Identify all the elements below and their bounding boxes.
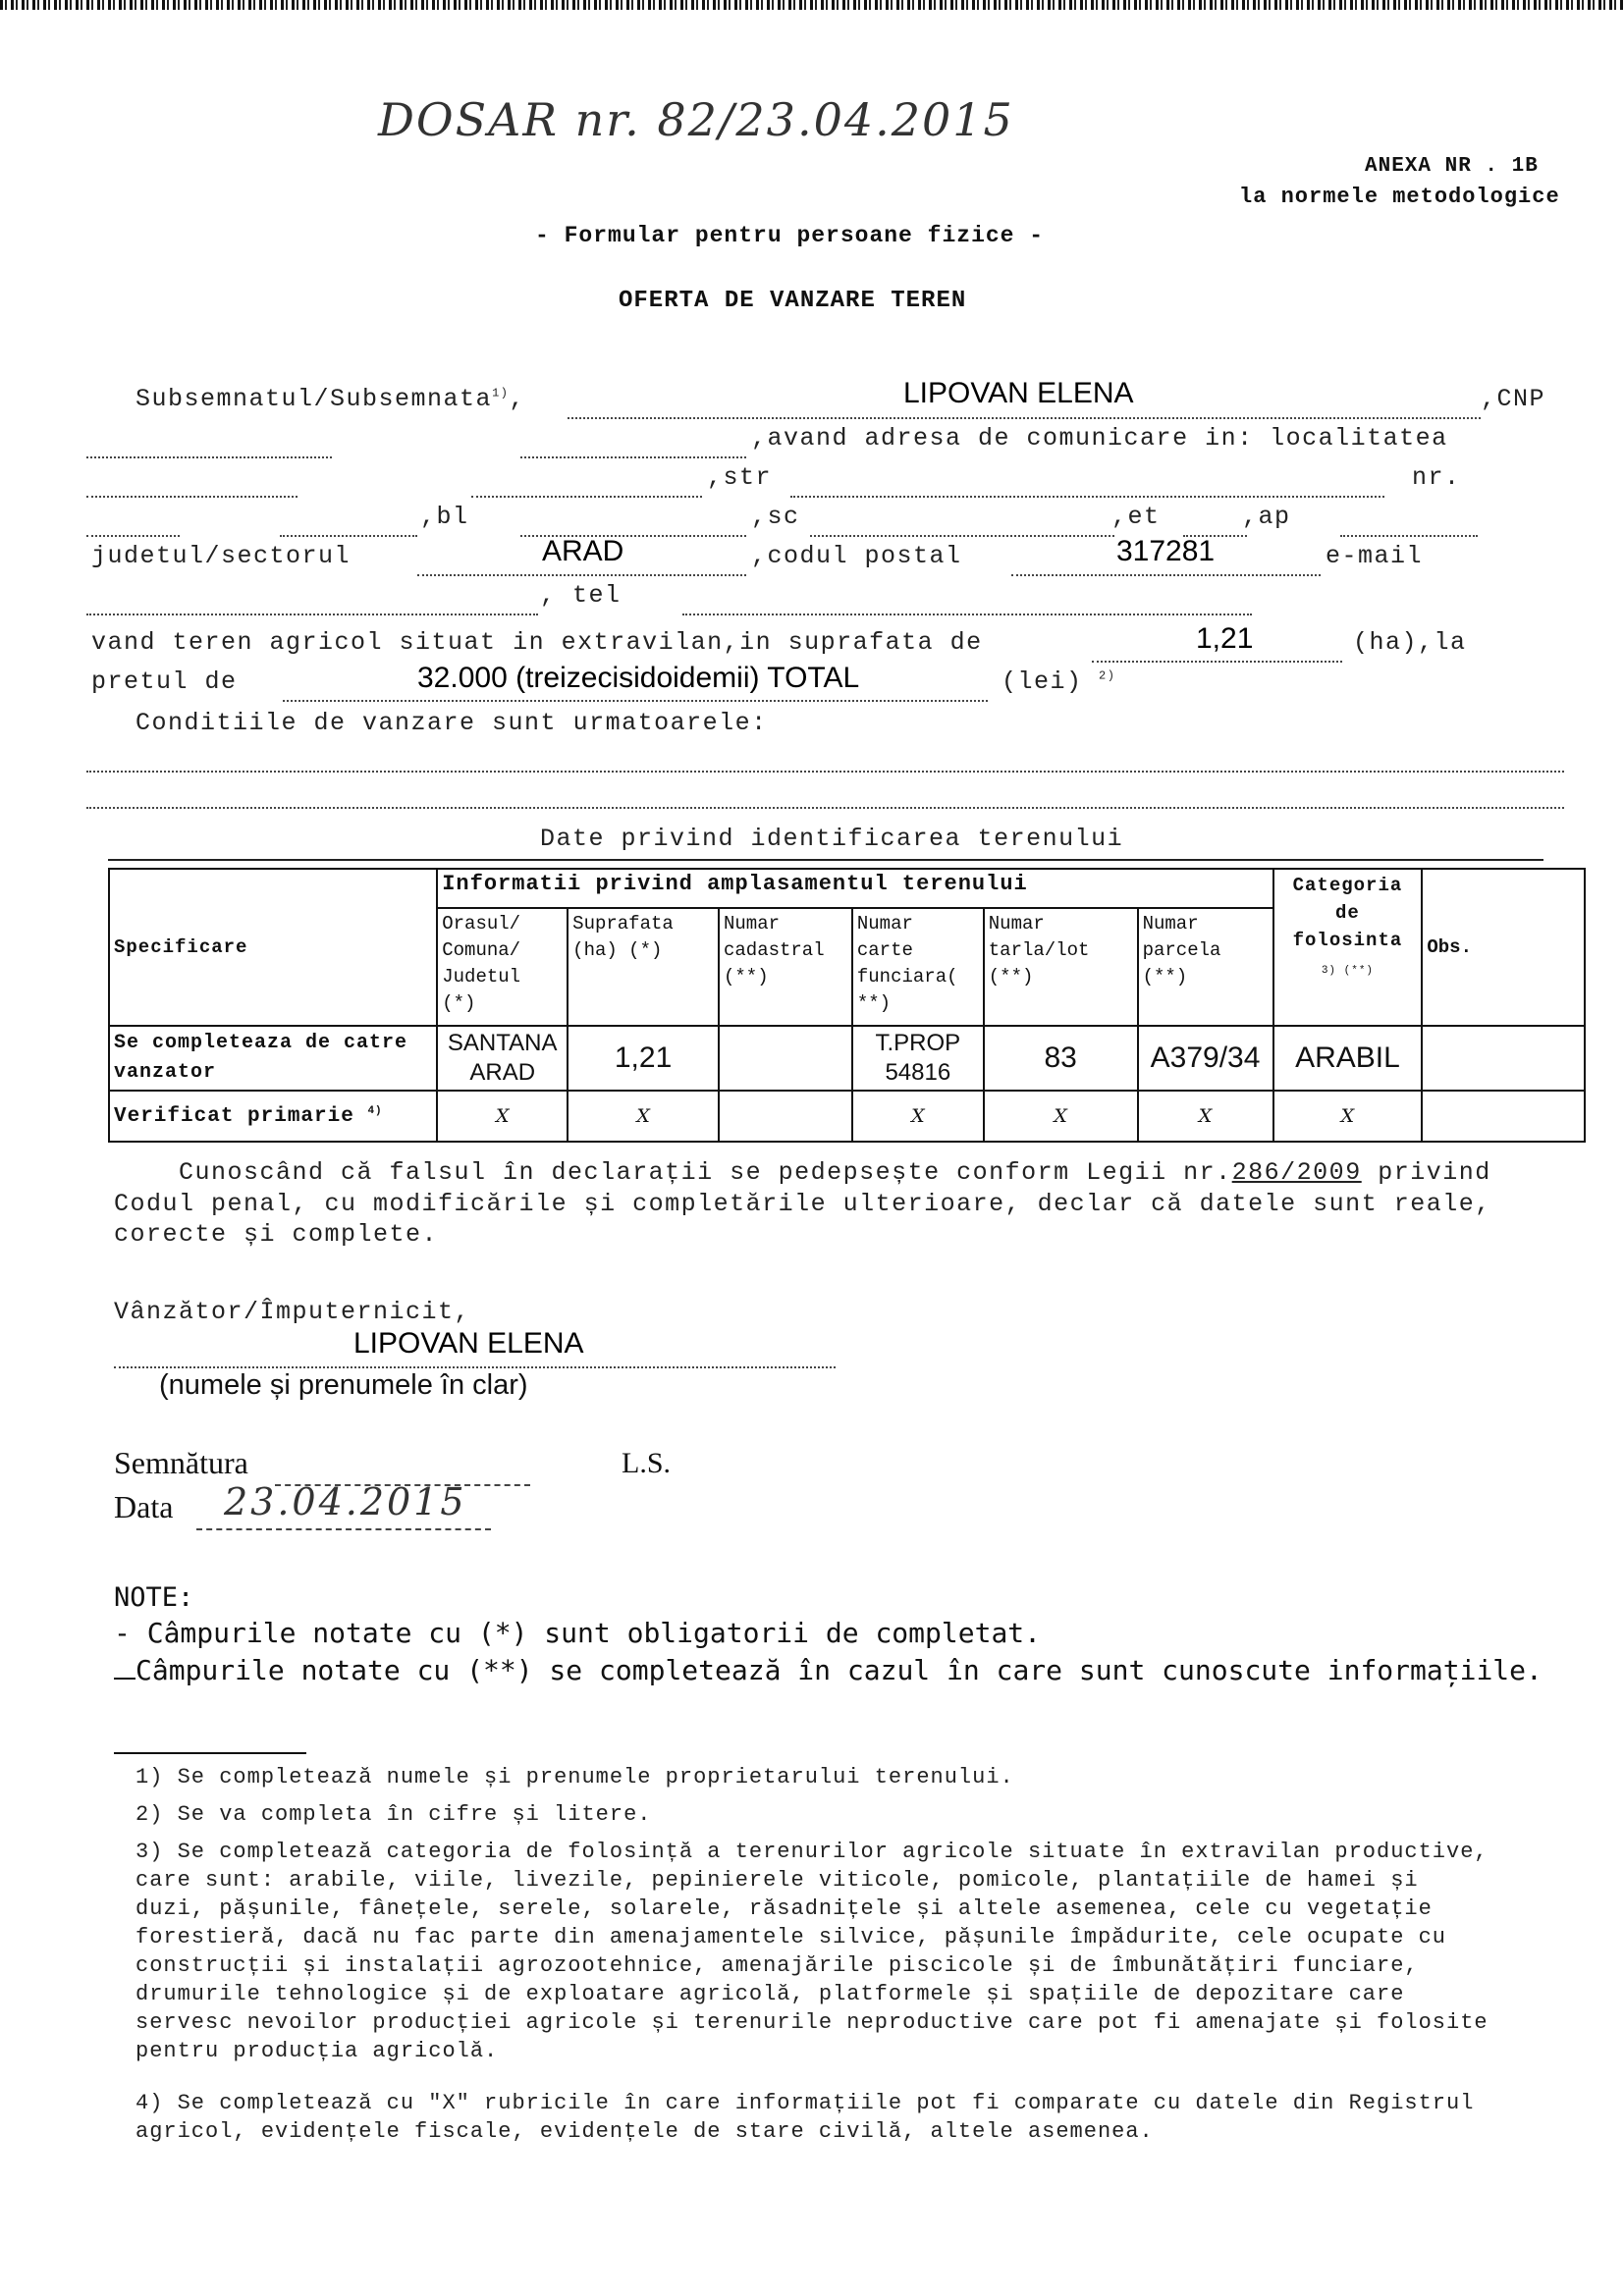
- declaration-line-3: corecte și complete.: [114, 1220, 439, 1249]
- label-adresa: ,avand adresa de comunicare in: localitatea: [751, 424, 1448, 453]
- suprafata-field-line: [1092, 661, 1342, 663]
- page-title: OFERTA DE VANZARE TEREN: [619, 288, 967, 314]
- label-vanzator: Vânzător/Împuternicit,: [114, 1298, 471, 1326]
- label-email: e-mail: [1326, 542, 1424, 570]
- cod-postal-field-line: [1011, 574, 1321, 576]
- cnp-field-line: [86, 456, 332, 458]
- conditii-line-1: [86, 771, 1564, 773]
- label-ha-la: (ha),la: [1353, 628, 1467, 657]
- cell-primarie-obs: [1422, 1091, 1585, 1142]
- tel-field-line: [682, 614, 1252, 615]
- check-mark-orasul: X: [437, 1091, 568, 1142]
- locality-field-line: [520, 456, 746, 458]
- label-sc: ,sc: [751, 503, 800, 531]
- label-ap: ,ap: [1242, 503, 1291, 531]
- judet-value: ARAD: [542, 535, 624, 567]
- check-mark-carte: X: [852, 1091, 984, 1142]
- header-obs: Obs.: [1422, 869, 1585, 1026]
- row-label-primarie: Verificat primarie $^{4)}$: [109, 1091, 437, 1142]
- name-field-line: [568, 417, 1481, 419]
- cod-postal-value: 317281: [1116, 535, 1216, 567]
- header-informatii: Informatii privind amplasamentul terenului: [437, 869, 1272, 908]
- label-judetul: judetul/sectorul: [91, 542, 352, 570]
- cell-primarie-cadastral: [719, 1091, 852, 1142]
- annex-number: ANEXA NR . 1B: [1365, 155, 1539, 178]
- footnote-divider: [114, 1752, 306, 1754]
- notes-title: NOTE:: [114, 1582, 194, 1613]
- cell-suprafata: 1,21: [568, 1026, 719, 1091]
- cell-tarla: 83: [984, 1026, 1138, 1091]
- header-categoria: Categoria de folosinta 3) (**): [1273, 869, 1423, 1026]
- cell-orasul: SANTANA ARAD: [437, 1026, 568, 1091]
- label-cnp: ,CNP: [1481, 385, 1546, 413]
- label-str: ,str: [707, 463, 773, 492]
- footnote-3-line-4: forestieră, dacă nu fac parte din amenajamentele silvice, pășunile împădurite, cele ocupate cu: [135, 1925, 1447, 1949]
- header-tarla: Numar tarla/lot (**): [984, 908, 1138, 1026]
- footnote-3-line-3: duzi, pășunile, fânețele, serele, solarele, răsadnițele și altele asemenea, cele cu vegetație: [135, 1896, 1433, 1921]
- email-field-line: [86, 614, 538, 615]
- footnote-3-line-8: pentru producția agricolă.: [135, 2039, 499, 2063]
- label-bl: ,bl: [420, 503, 469, 531]
- data-line: [196, 1528, 491, 1530]
- section-title-identificare: Date privind identificarea terenului: [540, 825, 1124, 853]
- table-row-vanzator: [109, 1026, 1585, 1091]
- check-mark-suprafata: X: [568, 1091, 719, 1142]
- header-cadastral: Numar cadastral (**): [719, 908, 852, 1026]
- header-orasul: Orasul/ Comuna/ Judetul (*): [437, 908, 568, 1026]
- label-nr: nr.: [1412, 463, 1461, 492]
- footnote-2: 2) Se va completa în cifre și litere.: [135, 1802, 652, 1827]
- footnote-3-line-5: construcții și instalații agrozootehnice, amenajările piscicole și de îmbunătățiri funciare,: [135, 1953, 1419, 1978]
- annex-subtitle: la normele metodologice: [1239, 185, 1560, 209]
- pret-value: 32.000 (treizecisidoidemii) TOTAL: [417, 662, 860, 694]
- header-suprafata: Suprafata (ha) (*): [568, 908, 719, 1026]
- header-parcela: Numar parcela (**): [1138, 908, 1273, 1026]
- label-et: ,et: [1111, 503, 1161, 531]
- land-identification-table: [108, 868, 1586, 1143]
- cell-categoria: ARABIL: [1273, 1026, 1423, 1091]
- label-lei: (lei) $^{2)}$: [1001, 667, 1116, 696]
- label-semnatura: Semnătura: [114, 1445, 248, 1480]
- nr2-field-line: [280, 535, 417, 537]
- scan-edge-band: [0, 0, 1624, 10]
- label-subsemnatul: Subsemnatul/Subsemnata$^{1)}$,: [135, 385, 525, 413]
- cell-cadastral: [719, 1026, 852, 1091]
- footnote-4-line-1: 4) Se completează cu "X" rubricile în care informațiile pot fi comparate cu datele din Registrul: [135, 2091, 1475, 2115]
- date-value: 23.04.2015: [224, 1480, 467, 1523]
- ap-field-line: [1340, 535, 1478, 537]
- label-cod-postal: ,codul postal: [751, 542, 962, 570]
- footnote-4-line-2: agricol, evidențele fiscale, evidențele de stare civilă, altele asemenea.: [135, 2119, 1154, 2144]
- note-2: Câmpurile notate cu (**) se completează în cazul în care sunt cunoscute informațiile.: [114, 1654, 1543, 1686]
- street-field-line: [790, 496, 1384, 498]
- label-numele-clar: (numele și prenumele în clar): [159, 1369, 528, 1401]
- label-ls: L.S.: [622, 1447, 672, 1479]
- label-pretul: pretul de: [91, 667, 238, 696]
- form-type: - Formular pentru persoane fizice -: [535, 223, 1045, 248]
- pret-field-line: [283, 700, 988, 702]
- declaration-line-1: Cunoscând că falsul în declarații se pedepsește conform Legii nr.286/2009 privind: [179, 1158, 1491, 1187]
- cell-carte-funciara: T.PROP 54816: [852, 1026, 984, 1091]
- check-mark-categoria: X: [1273, 1091, 1423, 1142]
- cell-parcela: A379/34: [1138, 1026, 1273, 1091]
- label-tel: , tel: [540, 581, 622, 610]
- judet-field-line: [417, 574, 746, 576]
- handwritten-reference: DOSAR nr. 82/23.04.2015: [378, 93, 1014, 146]
- label-vand: vand teren agricol situat in extravilan,in suprafata de: [91, 628, 983, 657]
- note-1: - Câmpurile notate cu (*) sunt obligatorii de completat.: [114, 1617, 1042, 1649]
- footnote-1: 1) Se completează numele și prenumele proprietarului terenului.: [135, 1765, 1014, 1789]
- seller-name-value: LIPOVAN ELENA: [903, 377, 1134, 409]
- table-row-primarie: [109, 1091, 1585, 1142]
- sc-field-line: [810, 535, 1114, 537]
- footnote-3-line-7: servesc nevoilor producției agricole și terenurile neproductive care pot fi amenajate și folosite: [135, 2010, 1489, 2035]
- header-carte-funciara: Numar carte funciara( **): [852, 908, 984, 1026]
- row-label-vanzator: Se completeaza de catre vanzator: [109, 1026, 437, 1091]
- footnote-3-line-2: care sunt: arabile, viile, livezile, pepinierele viticole, pomicole, plantațiile de hamei și: [135, 1868, 1419, 1893]
- label-conditiile: Conditiile de vanzare sunt urmatoarele:: [135, 709, 768, 737]
- label-data: Data: [114, 1489, 174, 1524]
- locality2-field-line: [86, 496, 298, 498]
- signatory-name: LIPOVAN ELENA: [353, 1327, 584, 1360]
- footnote-3-line-6: drumurile tehnologice și de exploatare agricolă, platformele și spațiile de depozitare care: [135, 1982, 1405, 2006]
- signatory-name-line: [114, 1366, 836, 1368]
- footnote-3-line-1: 3) Se completează categoria de folosință a terenurilor agricole situate în extravilan productive,: [135, 1840, 1489, 1864]
- locality3-field-line: [471, 496, 702, 498]
- header-specificare: Specificare: [109, 869, 437, 1026]
- nr-field-line: [86, 535, 180, 537]
- cell-obs: [1422, 1026, 1585, 1091]
- conditii-line-2: [86, 807, 1564, 809]
- suprafata-value: 1,21: [1196, 622, 1254, 655]
- declaration-line-2: Codul penal, cu modificările și completările ulterioare, declar că datele sunt reale,: [114, 1190, 1491, 1218]
- check-mark-tarla: X: [984, 1091, 1138, 1142]
- check-mark-parcela: X: [1138, 1091, 1273, 1142]
- section-divider: [108, 859, 1543, 861]
